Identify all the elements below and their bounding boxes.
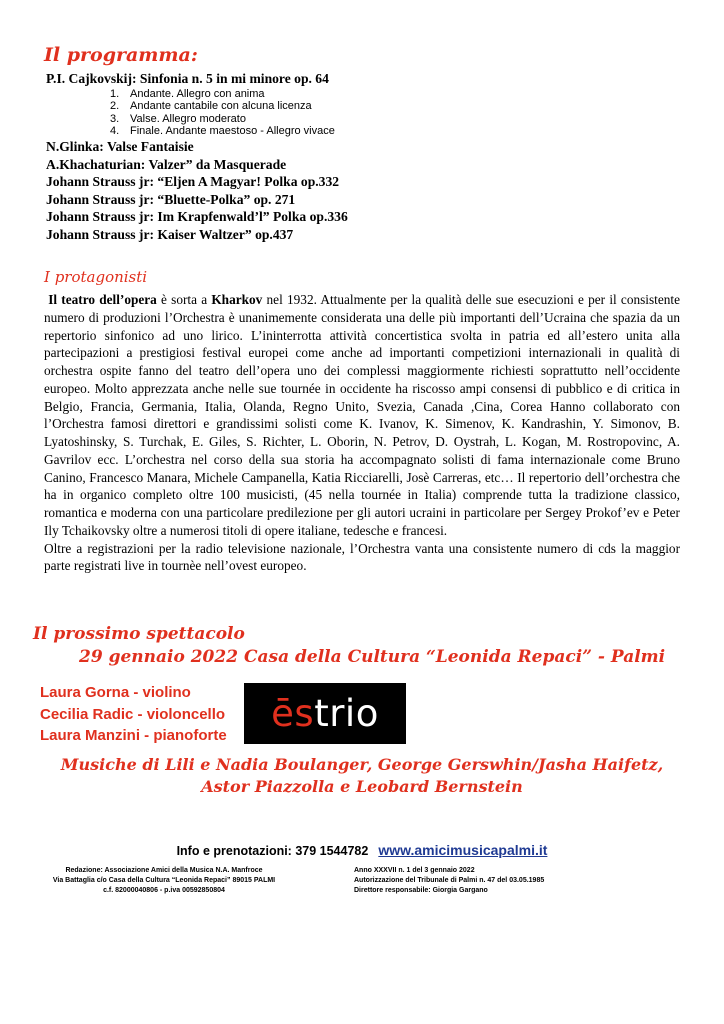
list-item-number: 2. xyxy=(110,100,120,113)
list-item xyxy=(110,100,686,113)
programma-work: Johann Strauss jr: Im Krapfenwald’l” Polka op.336 xyxy=(46,209,348,225)
footer-line: Autorizzazione del Tribunale di Palmi n. 47 del 03.05.1985 xyxy=(354,877,545,884)
list-item xyxy=(110,88,686,101)
website-link[interactable]: www.amicimusicapalmi.it xyxy=(378,842,548,858)
footer-line: Direttore responsabile: Giorgia Gargano xyxy=(354,887,488,894)
programma-lead-composer: P.I. Cajkovskij xyxy=(46,71,132,86)
programma-lead-work: : Sinfonia n. 5 in mi minore op. 64 xyxy=(132,71,329,86)
protagonisti-body xyxy=(44,291,680,575)
list-item-number: 3. xyxy=(110,112,120,125)
programma-work: Johann Strauss jr: “Bluette-Polka” op. 271 xyxy=(46,191,296,207)
list-item xyxy=(110,113,686,126)
programma-heading: Il programma: xyxy=(44,44,198,66)
programma-work: Johann Strauss jr: Kaiser Waltzer” op.437 xyxy=(46,226,294,242)
musiche-line: Musiche di Lili e Nadia Boulanger, George Gerswhin/Jasha Haifetz, xyxy=(60,755,664,774)
list-item-text: Valse. Allegro moderato xyxy=(130,112,246,125)
city-name: Kharkov xyxy=(211,292,263,307)
list-item xyxy=(110,125,686,138)
paragraph-text: nel 1932. Attualmente per la qualità delle sue esecuzioni e per il consistente numero di produzioni l’Orchestra è unanimemente considerata una delle più importanti dell’Ucraina che spazia da un repertorio sinfonico ad uno lirico. L’ininterrotta attività concertistica svolta in patria ed all’estero unita alla partecipazioni a prestigiosi festival europei come anche ad importanti competizioni internazionali in qualità di orchestra ospite fanno del teatro dell’opera uno dei complessi maggiormente richiesti soprattutto nell’occidente europeo. Molto apprezzata anche nelle sue tournée in occidente ha riscosso ampi consensi di pubblico e di critica in Belgio, Francia, Germania, Italia, Olanda, Regno Unito, Svezia, Canada ,Cina, Corea Hanno collaborato con l’Orchestra famosi direttori e grandissimi solisti come K. Ivanov, K. Simenov, K. Kandrashin, Y. Simonov, B. Lyatoshinsky, S. Turchak, E. Giles, S. Richter, L. Oborin, N. Petrov, D. Oystrah, L. Kogan, M. Rostropovinc, A. Gavrilov ecc. L’orchestra nel corso della sua storia ha accompagnato solisti di fama internazionale come Bruno Canino, Francesco Manara, Michele Campanella, Katia Ricciarelli, Josè Carreras, etc… Il repertorio dell’orchestra che ha in organico completo oltre 100 musicisti, (45 nella tournée in Italia) comprende tutta la tradizione classico, romantica e moderna con una particolare predilezione per gli autori ucraini in particolare per Sergey Prokof’ev e Peter Ily Tchaikovsky oltre a numerosi titoli di opere italiane, tedesche e francesi. xyxy=(44,292,681,538)
prossimo-heading: Il prossimo spettacolo xyxy=(33,624,245,644)
estrio-logo xyxy=(244,683,406,744)
protagonisti-paragraph xyxy=(44,291,680,540)
programma-work: Johann Strauss jr: “Eljen A Magyar! Polka op.332 xyxy=(46,174,340,190)
footer-line: Anno XXXVII n. 1 del 3 gennaio 2022 xyxy=(354,867,475,874)
info-label: Info e prenotazioni: 379 1544782 xyxy=(176,844,369,858)
teatro-name: Il teatro dell’opera xyxy=(48,292,157,307)
info-line xyxy=(0,842,724,858)
protagonisti-heading: I protagonisti xyxy=(44,268,148,286)
performer: Laura Gorna - violino xyxy=(40,684,191,701)
logo-trio: trio xyxy=(314,692,379,735)
logo-es: ēs xyxy=(271,692,315,735)
performer: Laura Manzini - pianoforte xyxy=(40,727,227,744)
musiche-line: Astor Piazzolla e Leobard Bernstein xyxy=(201,777,523,796)
programma-work: N.Glinka: Valse Fantaisie xyxy=(46,138,194,154)
list-item-number: 4. xyxy=(110,125,120,138)
footer-right xyxy=(354,866,674,896)
musiche-text xyxy=(30,754,694,798)
event-date-venue: 29 gennaio 2022 Casa della Cultura “Leonida Repaci” - Palmi xyxy=(79,647,666,667)
footer-left xyxy=(44,866,284,896)
list-item-text: Andante. Allegro con anima xyxy=(130,87,265,100)
protagonisti-paragraph: Oltre a registrazioni per la radio televisione nazionale, l’Orchestra vanta una consistente numero di cds la maggior parte registrati live in tournèe nell’ovest europeo. xyxy=(44,540,680,574)
paragraph-text: è sorta a xyxy=(156,292,212,307)
list-item-text: Finale. Andante maestoso - Allegro vivace xyxy=(130,125,335,138)
footer-line: c.f. 82000040806 - p.iva 00592850804 xyxy=(103,887,225,894)
programma-work: A.Khachaturian: Valzer” da Masquerade xyxy=(46,156,287,172)
movements-list xyxy=(46,88,686,138)
programma-section xyxy=(46,70,686,244)
performers-list xyxy=(40,682,227,747)
list-item-text: Andante cantabile con alcuna licenza xyxy=(130,100,312,113)
footer-line: Via Battaglia c/o Casa della Cultura “Leonida Repaci” 89015 PALMI xyxy=(52,877,276,884)
performer: Cecilia Radic - violoncello xyxy=(40,705,226,723)
list-item-number: 1. xyxy=(110,87,120,100)
programma-lead xyxy=(46,70,686,88)
footer-line: Redazione: Associazione Amici della Musica N.A. Manfroce xyxy=(65,867,263,874)
